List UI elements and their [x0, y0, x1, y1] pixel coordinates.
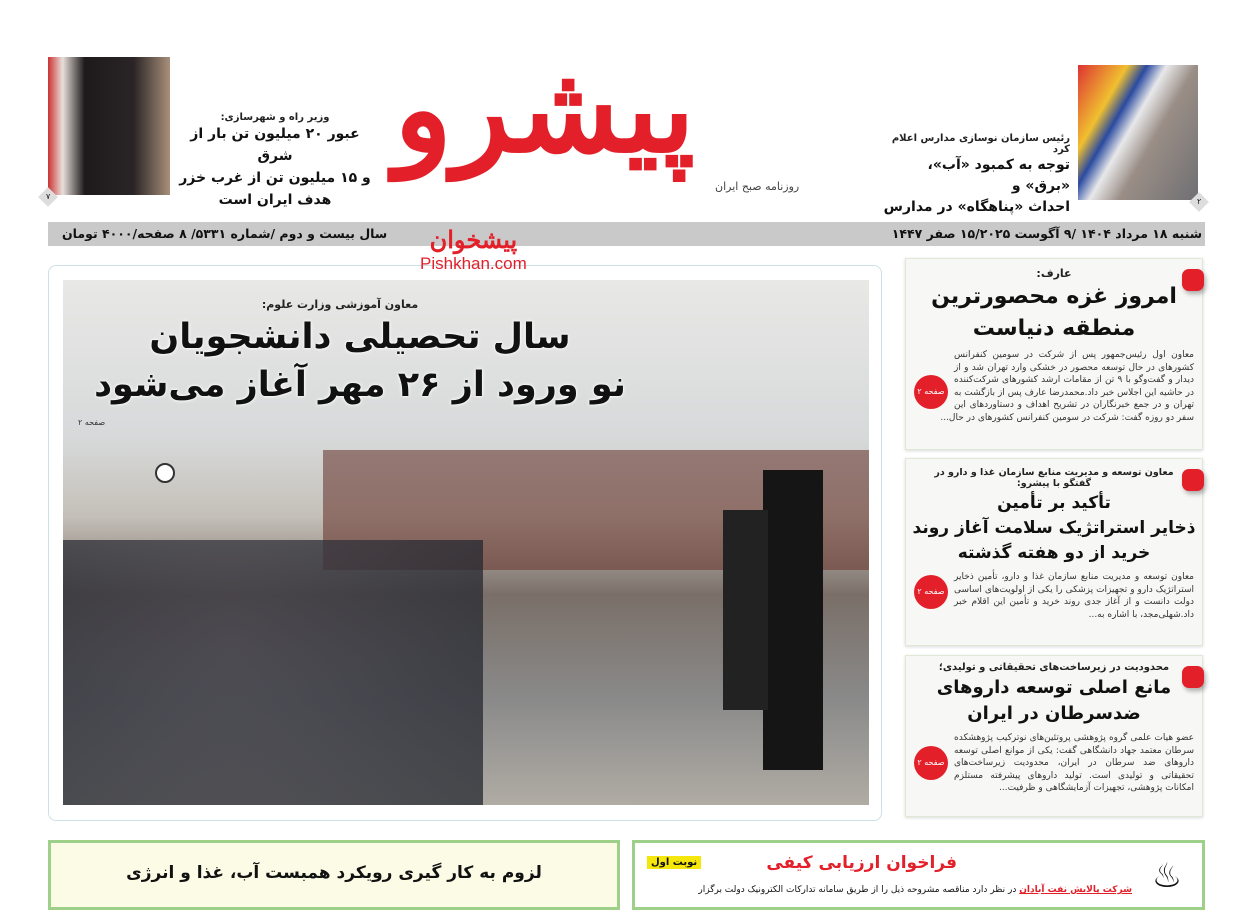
story-headline-line: و ۱۵ میلیون تن از غرب خزر	[179, 170, 371, 186]
story-body-text: معاون توسعه و مدیریت منابع سازمان غذا و دارو، تأمین ذخایر استراتژیک دارو و تجهیزات پزشکی را یکی از اولویت‌های اساسی دولت دانست و از آغاز جدی روند خرید و تأمین این اقلام خبر داد.شهلی‌مجد، با اشاره به...	[954, 572, 1194, 620]
bullet-icon	[1182, 666, 1204, 688]
lead-story-text	[70, 298, 650, 409]
top-left-story[interactable]	[175, 112, 375, 211]
story-kicker: عارف:	[1036, 267, 1072, 280]
lead-headline-line: نو ورود از ۲۶ مهر آغاز می‌شود	[94, 365, 626, 405]
pishkhan-watermark: پیشخوان Pishkhan.com	[420, 225, 527, 273]
page-reference[interactable]: صفحه ۲	[914, 375, 948, 409]
tender-text: شرکت پالایش نفت آبادان در نظر دارد مناقصه مشروحه ذیل را از طریق سامانه تدارکات الکترونیک دولت برگزار	[698, 885, 1132, 895]
lead-headline-line: سال تحصیلی دانشجویان	[149, 317, 571, 357]
side-story[interactable]	[905, 655, 1203, 817]
story-headline-line: امروز غزه محصورترین	[931, 284, 1177, 309]
story-kicker: محدودیت در زیرساخت‌های تحقیقاتی و تولیدی؛	[938, 662, 1170, 673]
story-body	[906, 727, 1202, 795]
story-kicker: رئیس سازمان نوسازی مدارس اعلام کرد	[891, 133, 1070, 155]
story-kicker: معاون توسعه و مدیریت منابع سازمان غذا و دارو در گفتگو با پیشرو:	[934, 467, 1174, 489]
story-headline-line: ضدسرطان در ایران	[967, 703, 1141, 724]
story-headline-line: مانع اصلی توسعه داروهای	[936, 677, 1172, 698]
side-story[interactable]	[905, 458, 1203, 646]
story-photo	[48, 57, 170, 195]
page-number-badge: ۷	[38, 187, 58, 207]
newspaper-logo: پیشرو	[394, 39, 695, 180]
story-kicker: وزیر راه و شهرسازی:	[220, 112, 330, 123]
story-headline-line: احداث «پناهگاه» در مدارس	[883, 199, 1070, 215]
story-headline-line: توجه به کمبود «آب»، «برق» و	[927, 157, 1070, 194]
story-photo	[1078, 65, 1198, 200]
issue-info: سال بیست و دوم /شماره ۵۳۳۱/ ۸ صفحه/۴۰۰۰ تومان	[62, 226, 388, 241]
story-body-text: معاون اول رئیس‌جمهور پس از شرکت در سومین کنفرانس کشورهای در حال توسعه محصور در خشکی وارد تهران شد و از دیدار و گفت‌وگو با ۹ تن از مقامات ارشد کشورهای شرکت‌کننده در حاشیه این اجلاس خبر داد.محمدرضا عارف پس از بازگشت به تهران و در جمع خبرنگاران در تشریح اهداف و دستاوردهای این سفر دو روزه گفت: شرکت در سومین کنفرانس کشورهای در حال...	[940, 350, 1194, 423]
story-headline-line: هدف ایران است	[218, 192, 332, 208]
story-body-text: عضو هیات علمی گروه پژوهشی پروتئین‌های نوترکیب پژوهشکده سرطان معتمد جهاد دانشگاهی گفت: یکی از موانع اصلی توسعه داروهای ضد سرطان در ایران، محدودیت زیرساخت‌های تحقیقاتی و تولیدی است. تولید داروهای پیشرفته مستلزم امکانات پژوهشی، تجهیزات آزمایشگاهی و ظرفیت...	[954, 733, 1194, 793]
tender-title: فراخوان ارزیابی کیفی	[766, 853, 957, 873]
story-headline-line: ذخایر استراتژیک سلامت آغاز روند	[912, 518, 1196, 538]
top-right-story[interactable]	[880, 133, 1070, 218]
page-reference[interactable]: صفحه ۲	[914, 746, 948, 780]
tagline: روزنامه صبح ایران	[715, 180, 800, 193]
page-reference[interactable]: صفحه ۲	[914, 575, 948, 609]
article-headline: لزوم به کار گیری رویکرد همبست آب، غذا و انرژی	[126, 863, 542, 883]
story-body	[906, 566, 1202, 621]
story-headline-line: خرید از دو هفته گذشته	[957, 543, 1151, 563]
page-reference[interactable]: صفحه ۲	[78, 418, 106, 427]
lead-kicker: معاون آموزشی وزارت علوم:	[261, 298, 419, 311]
side-story[interactable]	[905, 258, 1203, 450]
bullet-icon	[1182, 469, 1204, 491]
bullet-icon	[1182, 269, 1204, 291]
story-body	[906, 344, 1202, 424]
story-headline-line: منطقه دنیاست	[972, 316, 1136, 341]
page-number-badge: ۲	[1189, 192, 1209, 212]
tender-badge: نوبت اول	[647, 856, 701, 869]
story-headline-line: عبور ۲۰ میلیون تن بار از شرق	[190, 126, 360, 164]
issue-date: شنبه ۱۸ مرداد ۱۴۰۴ /۹ آگوست ۱۵/۲۰۲۵ صفر ۱۴۴۷	[891, 226, 1202, 241]
story-headline-line: تأکید بر تأمین	[997, 493, 1111, 513]
oil-company-logo-icon: ♨	[1151, 856, 1183, 896]
